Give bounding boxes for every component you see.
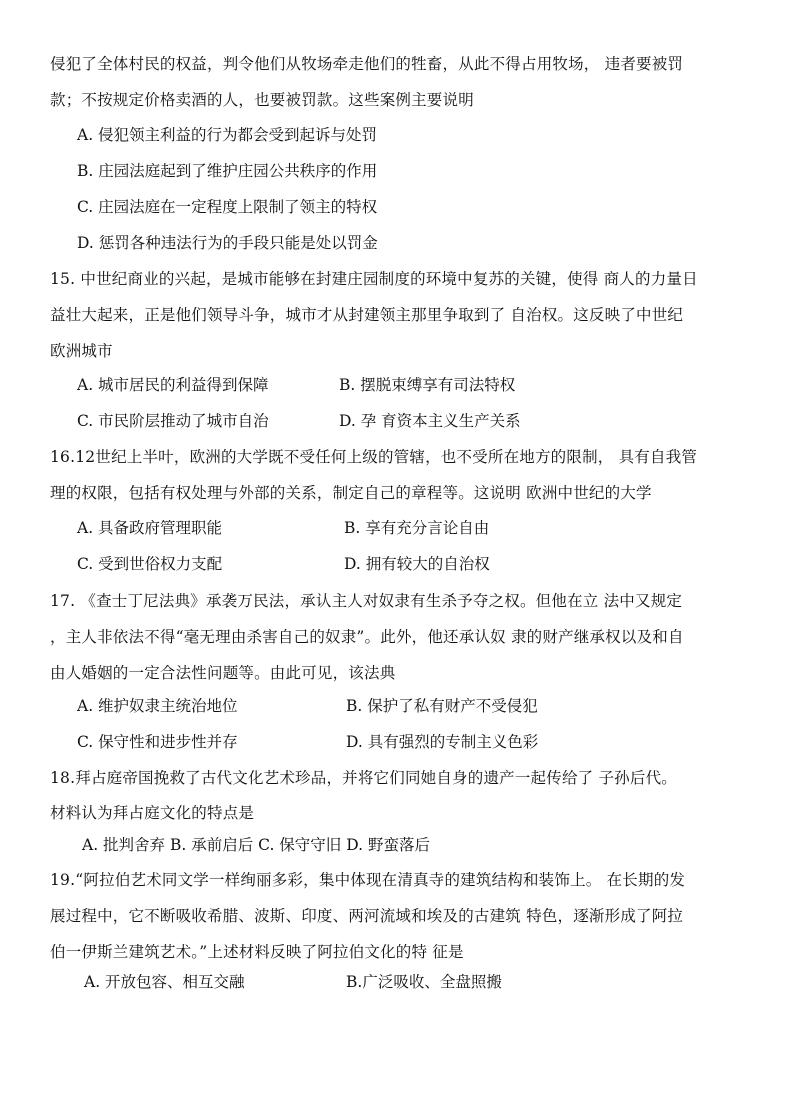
option-b: B. 庄园法庭起到了维护庄园公共秩序的作用 (77, 162, 378, 180)
q16-text-line: 理的权限，包括有权处理与外部的关系，制定自己的章程等。这说明 欧洲中世纪的大学 (50, 484, 652, 502)
option-a: A. 侵犯领主利益的行为都会受到起诉与处罚 (77, 126, 378, 144)
q15-text-line: 益壮大起来，正是他们领导斗争，城市才从封建领主那里争取到了 自治权。这反映了中世纪 (50, 306, 684, 324)
q19-text-line: 展过程中，它不断吸收希腊、波斯、印度、两河流域和埃及的古建筑 特色，逐渐形成了阿拉 (50, 907, 684, 925)
q16-option-b: B. 享有充分言论自由 (344, 519, 490, 537)
q17-text-line: 由人婚姻的一定合法性问题等。由此可见，该法典 (50, 664, 396, 682)
q17-option-d: D. 具有强烈的专制主义色彩 (346, 733, 539, 751)
q19-text-line: 伯一伊斯兰建筑艺术。”上述材料反映了阿拉伯文化的特 征是 (50, 943, 464, 961)
q17-option-b: B. 保护了私有财产不受侵犯 (346, 697, 538, 715)
option-d: D. 惩罚各种违法行为的手段只能是处以罚金 (77, 234, 378, 252)
question-text-line: 侵犯了全体村民的权益，判令他们从牧场牵走他们的牲畜，从此不得占用牧场， 违者要被罚 (50, 55, 684, 73)
q15-option-b: B. 摆脱束缚享有司法特权 (339, 376, 516, 394)
q15-option-a: A. 城市居民的利益得到保障 (77, 376, 269, 394)
q19-option-b: B.广泛吸收、全盘照搬 (346, 973, 502, 991)
q19-option-a: A. 开放包容、相互交融 (84, 973, 245, 991)
q19-text-line: 19.“阿拉伯艺术同文学一样绚丽多彩，集中体现在清真寺的建筑结构和装饰上。 在长期的发 (50, 871, 686, 889)
q15-option-c: C. 市民阶层推动了城市自治 (77, 412, 269, 430)
q15-option-d: D. 孕 育资本主义生产关系 (339, 412, 521, 430)
q17-text-line: 17. 《查士丁尼法典》承袭万民法，承认主人对奴隶有生杀予夺之权。但他在立 法中又规定 (50, 592, 683, 610)
q16-text-line: 16.12世纪上半叶，欧洲的大学既不受任何上级的管辖，也不受所在地方的限制， 具有自我管 (50, 448, 698, 466)
q18-text-line: 18.拜占庭帝国挽救了古代文化艺术珍品，并将它们同她自身的遗产一起传给了 子孙后代。 (50, 769, 677, 787)
q17-text-line: ，主人非依法不得“毫无理由杀害自己的奴隶”。此外，他还承认奴 隶的财产继承权以及和自 (50, 628, 684, 646)
question-text-line: 款；不按规定价格卖酒的人，也要被罚款。这些案例主要说明 (50, 91, 474, 109)
q16-option-d: D. 拥有较大的自治权 (344, 555, 490, 573)
q17-option-c: C. 保守性和进步性并存 (77, 733, 238, 751)
option-c: C. 庄园法庭在一定程度上限制了领主的特权 (77, 198, 378, 216)
q18-options-line: A. 批判舍弃 B. 承前启后 C. 保守守旧 D. 野蛮落后 (82, 836, 430, 854)
q18-text-line: 材料认为拜占庭文化的特点是 (50, 804, 255, 822)
q15-text-line: 15. 中世纪商业的兴起，是城市能够在封建庄园制度的环境中复苏的关键，使得 商人的力量日 (50, 270, 698, 288)
q16-option-a: A. 具备政府管理职能 (77, 519, 223, 537)
q16-option-c: C. 受到世俗权力支配 (77, 555, 223, 573)
q15-text-line: 欧洲城市 (50, 342, 113, 360)
q17-option-a: A. 维护奴隶主统治地位 (77, 697, 238, 715)
